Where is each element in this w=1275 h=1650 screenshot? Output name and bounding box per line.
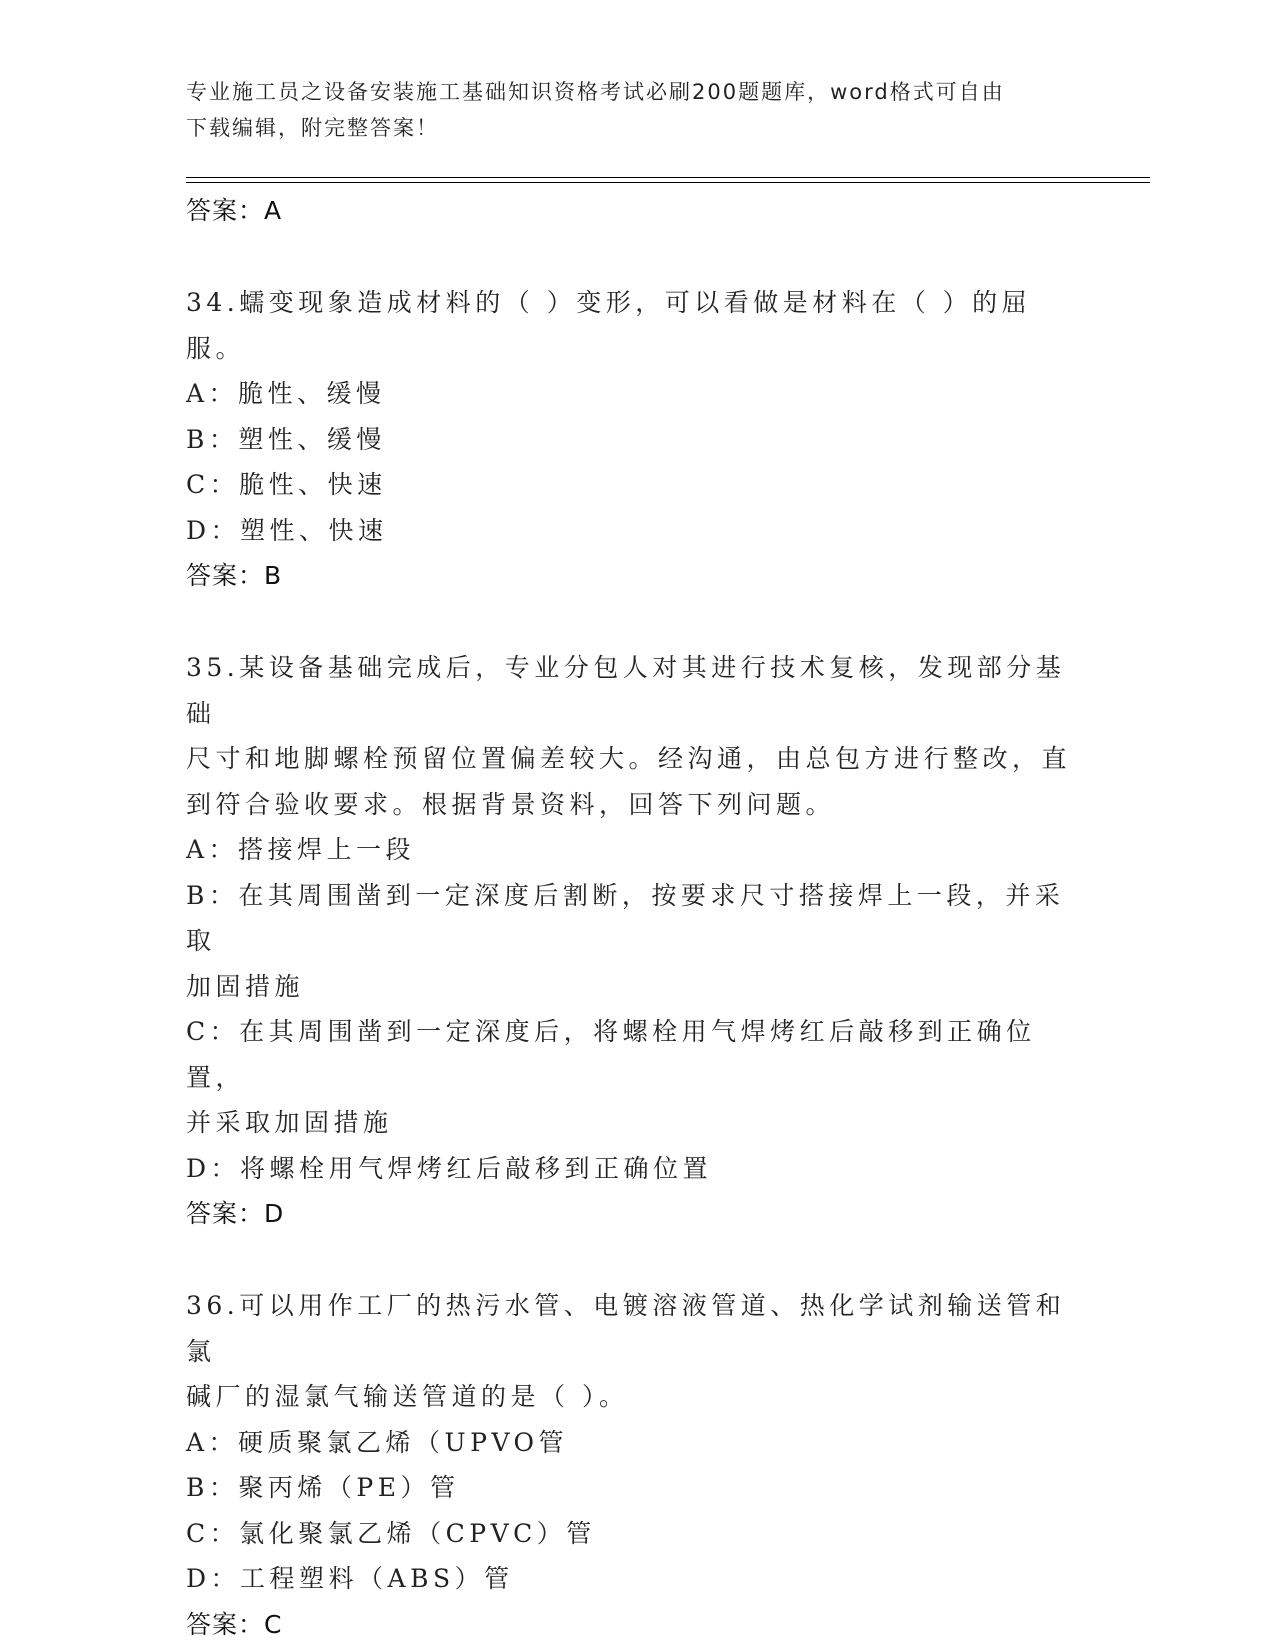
option-c: C：脆性、快速 — [186, 470, 387, 499]
option-d: D：将螺栓用气焊烤红后敲移到正确位置 — [186, 1153, 713, 1183]
question-stem-line: 尺寸和地脚螺栓预留位置偏差较大。经沟通，由总包方进行整改，直 — [186, 744, 1072, 773]
question-35 — [186, 645, 1086, 1237]
answer: 答案：B — [186, 561, 283, 590]
option-c-continued: 并采取加固措施 — [186, 1108, 393, 1137]
question-stem-line: 到符合验收要求。根据背景资料，回答下列问题。 — [186, 789, 836, 819]
option-a: A：硬质聚氯乙烯（UPVO管 — [186, 1427, 569, 1457]
option-a: A：搭接焊上一段 — [186, 835, 416, 864]
header-rule-top — [186, 177, 1150, 178]
option-b: B：在其周围凿到一定深度后割断，按要求尺寸搭接焊上一段，并采取 — [186, 880, 1065, 955]
header-rule-bottom — [186, 182, 1150, 183]
document-header — [186, 74, 1086, 146]
option-c: C：在其周围凿到一定深度后，将螺栓用气焊烤红后敲移到正确位置， — [186, 1017, 1036, 1092]
question-36 — [186, 1283, 1086, 1648]
option-a: A：脆性、缓慢 — [186, 379, 386, 408]
option-d: D：工程塑料（ABS）管 — [186, 1564, 514, 1593]
previous-answer: 答案：A — [186, 196, 283, 225]
option-b: B：塑性、缓慢 — [186, 424, 386, 454]
question-stem-line: 碱厂的湿氯气输送管道的是（ ）。 — [186, 1382, 629, 1411]
header-title-line-1: 专业施工员之设备安装施工基础知识资格考试必刷200题题库，word格式可自由 — [186, 80, 1005, 104]
option-b-continued: 加固措施 — [186, 971, 305, 1001]
question-stem-line: 36.可以用作工厂的热污水管、电镀溶液管道、热化学试剂输送管和氯 — [186, 1291, 1066, 1366]
header-title-line-2: 下载编辑，附完整答案！ — [186, 116, 439, 140]
answer: 答案：D — [186, 1199, 285, 1228]
question-stem-line: 35.某设备基础完成后，专业分包人对其进行技术复核，发现部分基础 — [186, 653, 1066, 728]
option-c: C：氯化聚氯乙烯（CPVC）管 — [186, 1518, 596, 1548]
document-body — [186, 188, 1086, 1648]
option-d: D：塑性、快速 — [186, 515, 388, 545]
question-34 — [186, 280, 1086, 599]
question-stem-line: 34.蠕变现象造成材料的（ ）变形，可以看做是材料在（ ）的屈服。 — [186, 288, 1032, 363]
option-b: B：聚丙烯（PE）管 — [186, 1473, 460, 1502]
answer: 答案：C — [186, 1609, 283, 1639]
